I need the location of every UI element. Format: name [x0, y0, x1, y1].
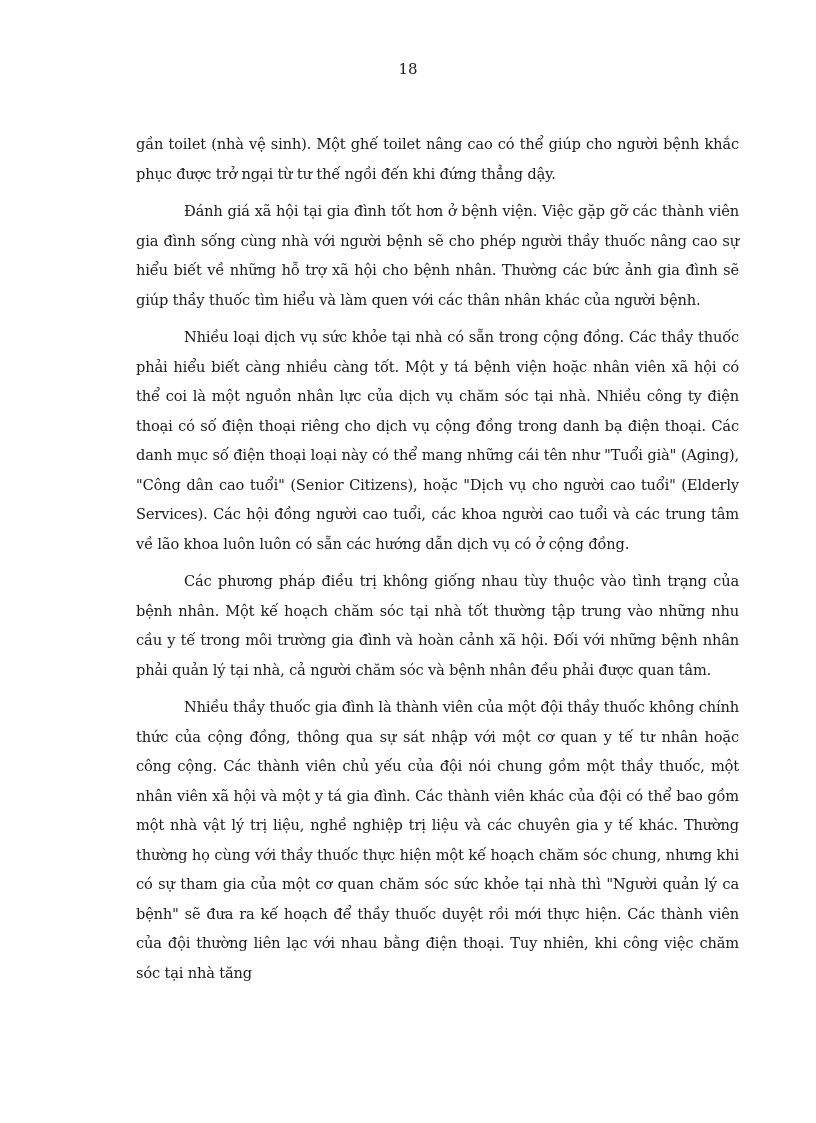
- document-body: [136, 130, 739, 996]
- paragraph-continued: gần toilet (nhà vệ sinh). Một ghế toilet nâng cao có thể giúp cho người bệnh khắc phục được trở ngại từ tư thế ngồi đến khi đứng thẳng dậy.: [136, 136, 739, 183]
- page-number: 18: [398, 60, 418, 78]
- paragraph-home-health-services: Nhiều loại dịch vụ sức khỏe tại nhà có sẵn trong cộng đồng. Các thầy thuốc phải hiểu biết càng nhiều càng tốt. Một y tá bệnh viện hoặc nhân viên xã hội có thể coi là một nguồn nhân lực của dịch vụ chăm sóc tại nhà. Nhiều công ty điện thoại có số điện thoại riêng cho dịch vụ cộng đồng trong danh bạ điện thoại. Các danh mục số điện thoại loại này có thể mang những cái tên như "Tuổi già" (Aging), "Công dân cao tuổi" (Senior Citizens), hoặc "Dịch vụ cho người cao tuổi" (Elderly Services). Các hội đồng người cao tuổi, các khoa người cao tuổi và các trung tâm về lão khoa luôn luôn có sẵn các hướng dẫn dịch vụ có ở cộng đồng.: [136, 329, 739, 553]
- paragraph-treatment-methods: Các phương pháp điều trị không giống nhau tùy thuộc vào tình trạng của bệnh nhân. Một kế hoạch chăm sóc tại nhà tốt thường tập trung vào những nhu cầu y tế trong môi trường gia đình và hoàn cảnh xã hội. Đối với những bệnh nhân phải quản lý tại nhà, cả người chăm sóc và bệnh nhân đều phải được quan tâm.: [136, 573, 739, 679]
- paragraph-family-doctor-team: Nhiều thầy thuốc gia đình là thành viên của một đội thầy thuốc không chính thức của cộng đồng, thông qua sự sát nhập với một cơ quan y tế tư nhân hoặc công cộng. Các thành viên chủ yếu của đội nói chung gồm một thầy thuốc, một nhân viên xã hội và một y tá gia đình. Các thành viên khác của đội có thể bao gồm một nhà vật lý trị liệu, nghề nghiệp trị liệu và các chuyên gia y tế khác. Thường thường họ cùng với thầy thuốc thực hiện một kế hoạch chăm sóc chung, nhưng khi có sự tham gia của một cơ quan chăm sóc sức khỏe tại nhà thì "Người quản lý ca bệnh" sẽ đưa ra kế hoạch để thầy thuốc duyệt rồi mới thực hiện. Các thành viên của đội thường liên lạc với nhau bằng điện thoại. Tuy nhiên, khi công việc chăm sóc tại nhà tăng: [136, 699, 739, 982]
- paragraph-social-assessment: Đánh giá xã hội tại gia đình tốt hơn ở bệnh viện. Việc gặp gỡ các thành viên gia đình sống cùng nhà với người bệnh sẽ cho phép người thầy thuốc nâng cao sự hiểu biết về những hỗ trợ xã hội cho bệnh nhân. Thường các bức ảnh gia đình sẽ giúp thầy thuốc tìm hiểu và làm quen với các thân nhân khác của người bệnh.: [136, 203, 739, 309]
